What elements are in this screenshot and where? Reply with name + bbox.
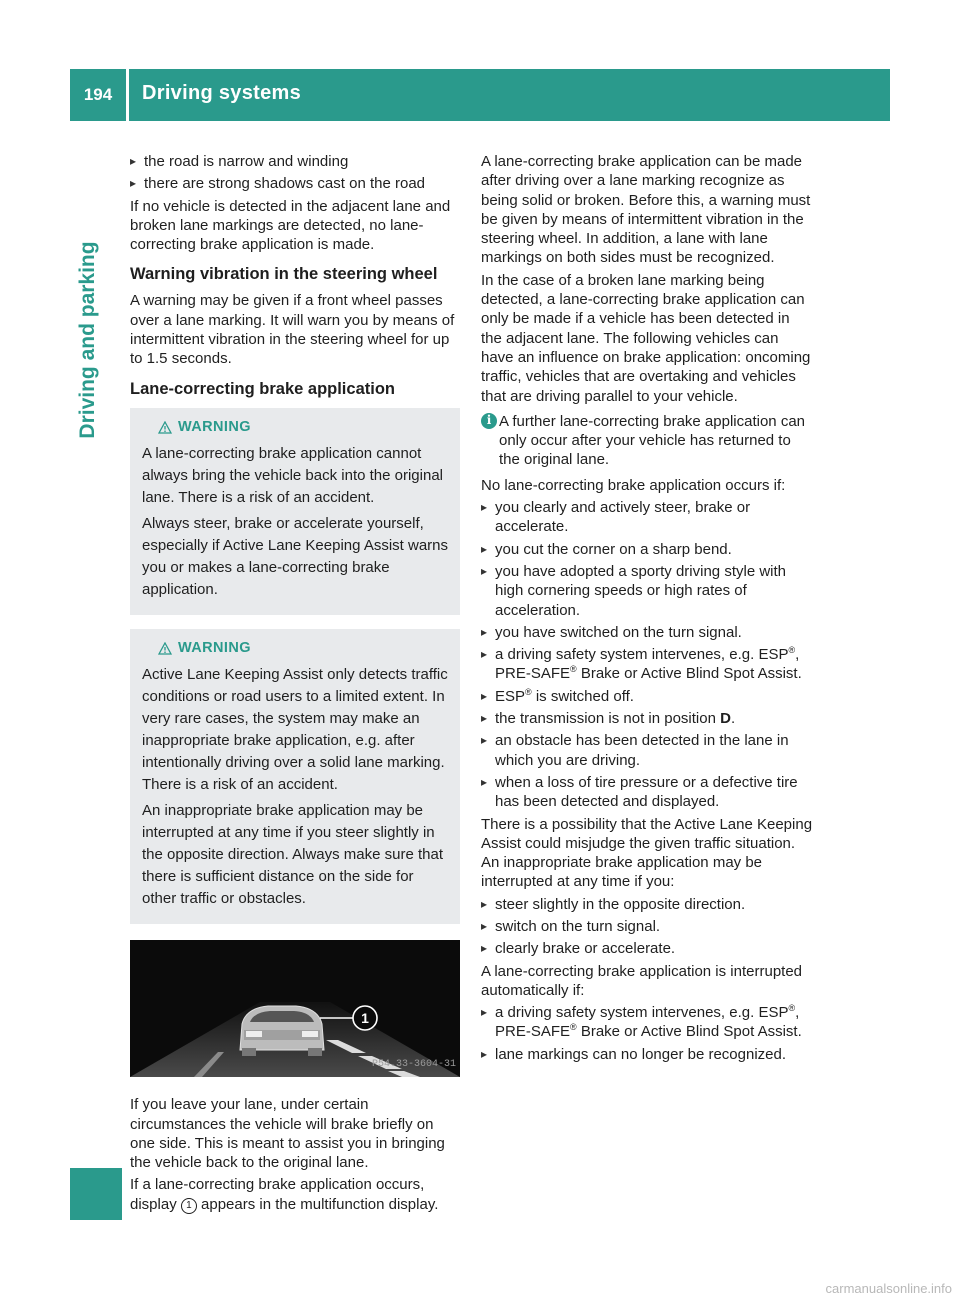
sidebar-chapter-label: Driving and parking <box>76 241 99 439</box>
page-number: 194 <box>83 85 113 104</box>
paragraph: No lane-correcting brake application occurs if: <box>481 476 786 494</box>
list-item: ▸ you have adopted a sporty driving style with high cornering speeds or high rates of acceleration. <box>481 562 813 620</box>
warning-triangle-icon <box>158 642 172 655</box>
paragraph: There is a possibility that the Active Lane Keeping Assist could misjudge the given traffic situation. An inappropriate brake application may be interrupted at any time if you: <box>481 815 813 891</box>
warning-triangle-icon <box>158 421 172 434</box>
list-item: ▸ lane markings can no longer be recognized. <box>481 1045 813 1064</box>
paragraph: A lane-correcting brake application is interrupted automatically if: <box>481 962 803 999</box>
warning-text: Active Lane Keeping Assist only detects traffic conditions or road users to a limited extent. In very rare cases, the system may make an inappropriate brake application, e.g. after intentionally driving over a solid lane marking. There is a risk of an accident. <box>142 666 448 794</box>
figure-code: P54.33-3604-31 <box>371 1058 456 1070</box>
list-item: ▸ the transmission is not in position D. <box>481 709 813 728</box>
list-item: ▸ a driving safety system intervenes, e.g. ESP®, PRE-SAFE® Brake or Active Blind Spot Assist. <box>481 645 813 684</box>
warning-box <box>130 629 460 924</box>
callout-1-icon: 1 <box>181 1198 197 1214</box>
list-item: ▸ a driving safety system intervenes, e.g. ESP®, PRE-SAFE® Brake or Active Blind Spot Assist. <box>481 1003 813 1042</box>
list-item: ▸ you have switched on the turn signal. <box>481 623 813 642</box>
warning-text: Always steer, brake or accelerate yourself, especially if Active Lane Keeping Assist warns you or makes a lane-correcting brake application. <box>142 514 448 598</box>
list-item: ▸ you cut the corner on a sharp bend. <box>481 540 813 559</box>
right-column <box>481 152 813 1067</box>
warning-title: WARNING <box>178 639 251 656</box>
list-item: ▸ steer slightly in the opposite direction. <box>481 895 813 914</box>
list-item: ▸ there are strong shadows cast on the road <box>130 174 460 193</box>
paragraph: A warning may be given if a front wheel passes over a lane marking. It will warn you by means of intermittent vibration in the steering wheel for up to 1.5 seconds. <box>130 292 455 368</box>
multifunction-display-figure <box>130 940 460 1077</box>
left-column <box>130 152 460 1217</box>
heading-lane-correcting-brake: Lane-correcting brake application <box>130 379 395 398</box>
info-note: i A further lane-correcting brake application can only occur after your vehicle has returned to the original lane. <box>481 412 813 470</box>
paragraph: A lane-correcting brake application can be made after driving over a lane marking recognize as being solid or broken. Before this, a warning must be given by means of intermittent vibration in the steering wheel. In addition, a lane with lane markings on both sides must be recognized. <box>481 153 811 267</box>
list-item: ▸ clearly brake or accelerate. <box>481 939 813 958</box>
watermark: carmanualsonline.info <box>825 1281 952 1296</box>
warning-title: WARNING <box>178 418 251 435</box>
header-separator <box>126 69 129 121</box>
info-icon: i <box>481 413 497 429</box>
figure-callout-1: 1 <box>361 1010 369 1027</box>
warning-text: An inappropriate brake application may be interrupted at any time if you steer slightly in the opposite direction. Always make sure that there is sufficient distance on the side for other traffic or obstacles. <box>142 802 443 908</box>
warning-text: A lane-correcting brake application cannot always bring the vehicle back into the original lane. There is a risk of an accident. <box>142 444 444 506</box>
list-item: ▸ an obstacle has been detected in the lane in which you are driving. <box>481 731 813 770</box>
warning-box <box>130 408 460 615</box>
section-title: Driving systems <box>142 82 302 104</box>
paragraph: In the case of a broken lane marking being detected, a lane-correcting brake application can only be made if a vehicle has been detected in the adjacent lane. The following vehicles can have an influence on brake application: oncoming traffic, vehicles that are overtaking and vehicles that are driving parallel to your vehicle. <box>481 271 811 405</box>
warning-header <box>158 418 450 437</box>
paragraph: If a lane-correcting brake application occurs, display 1 appears in the multifunction display. <box>130 1176 439 1213</box>
list-item: ▸ when a loss of tire pressure or a defective tire has been detected and displayed. <box>481 773 813 812</box>
list-item: ▸ switch on the turn signal. <box>481 917 813 936</box>
list-item: ▸ the road is narrow and winding <box>130 152 460 171</box>
list-item: ▸ ESP® is switched off. <box>481 687 813 706</box>
sidebar-block <box>70 1168 122 1220</box>
heading-warning-vibration: Warning vibration in the steering wheel <box>130 265 438 284</box>
paragraph: If no vehicle is detected in the adjacent lane and broken lane markings are detected, no lane-correcting brake application is made. <box>130 197 451 254</box>
list-item: ▸ you clearly and actively steer, brake or accelerate. <box>481 498 813 537</box>
warning-header <box>158 639 450 658</box>
paragraph: If you leave your lane, under certain circumstances the vehicle will brake briefly on one side. This is meant to assist you in bringing the vehicle back to the original lane. <box>130 1096 445 1172</box>
